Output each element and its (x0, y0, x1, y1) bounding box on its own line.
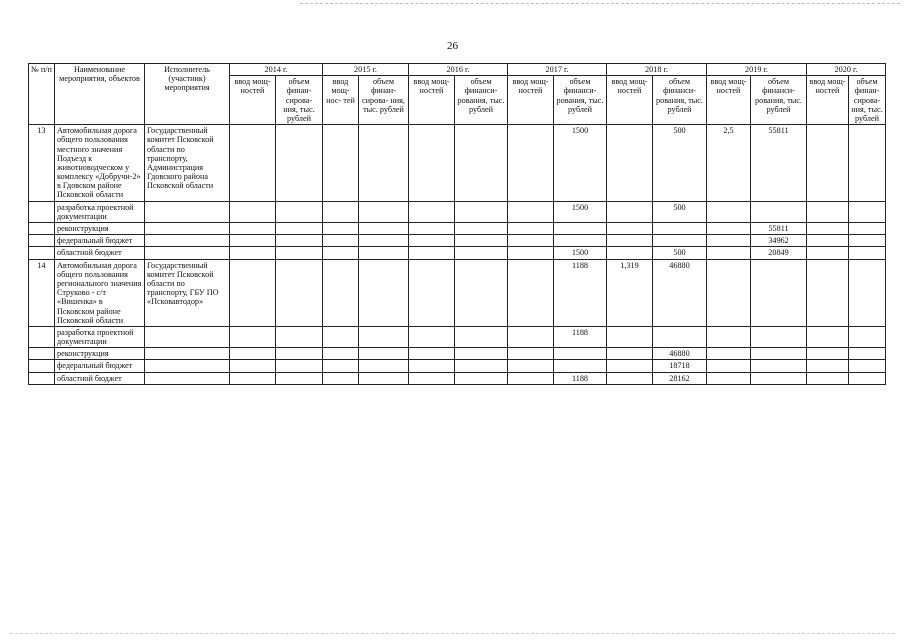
cell-funding (849, 360, 886, 372)
header-row-years (29, 64, 886, 76)
cell-funding (276, 360, 323, 372)
cell-funding (455, 360, 508, 372)
cell-funding (849, 125, 886, 202)
cell-capacity (508, 201, 554, 222)
cell-funding (653, 223, 707, 235)
header-funding: объем финан- сирова- ния, тыс. рублей (276, 76, 323, 125)
cell-funding (455, 223, 508, 235)
cell-num (29, 201, 55, 222)
cell-funding: 28162 (653, 372, 707, 384)
cell-funding (276, 326, 323, 347)
cell-funding (849, 235, 886, 247)
cell-funding (276, 348, 323, 360)
cell-executor (145, 360, 230, 372)
cell-capacity (409, 348, 455, 360)
cell-executor (145, 223, 230, 235)
cell-funding (359, 201, 409, 222)
cell-num (29, 326, 55, 347)
cell-capacity (707, 259, 751, 326)
table-row (29, 223, 886, 235)
cell-capacity (230, 326, 276, 347)
header-funding: объем финанси- рования, тыс. рублей (455, 76, 508, 125)
cell-funding (455, 259, 508, 326)
cell-capacity (707, 247, 751, 259)
cell-capacity (323, 348, 359, 360)
cell-funding (849, 223, 886, 235)
cell-name: областной бюджет (55, 372, 145, 384)
cell-capacity (607, 223, 653, 235)
header-num: № п/п (29, 64, 55, 125)
table-row-object (29, 125, 886, 202)
cell-funding (554, 360, 607, 372)
cell-funding (751, 326, 807, 347)
cell-capacity (409, 259, 455, 326)
cell-funding: 500 (653, 247, 707, 259)
cell-capacity (707, 235, 751, 247)
cell-capacity (323, 360, 359, 372)
cell-capacity (807, 348, 849, 360)
page-number: 26 (447, 40, 458, 52)
cell-funding (751, 201, 807, 222)
cell-funding: 46880 (653, 348, 707, 360)
cell-capacity (230, 360, 276, 372)
cell-capacity (508, 259, 554, 326)
cell-executor (145, 201, 230, 222)
cell-executor: Государственный комитет Псковской области по транспорту, Администрация Гдовского района Псковской области (145, 125, 230, 202)
cell-funding (455, 125, 508, 202)
cell-funding (276, 201, 323, 222)
cell-capacity (707, 348, 751, 360)
cell-capacity (807, 247, 849, 259)
cell-num (29, 348, 55, 360)
cell-capacity (807, 125, 849, 202)
cell-capacity (607, 201, 653, 222)
header-year: 2020 г. (807, 64, 886, 76)
cell-executor (145, 348, 230, 360)
header-funding: объем финан- сирова- ния, тыс. рублей (849, 76, 886, 125)
header-year: 2019 г. (707, 64, 807, 76)
cell-funding (359, 372, 409, 384)
header-funding: объем финанси- рования, тыс. рублей (751, 76, 807, 125)
table-row (29, 326, 886, 347)
cell-name: реконструкция (55, 223, 145, 235)
cell-funding (653, 326, 707, 347)
cell-capacity (323, 259, 359, 326)
cell-funding (849, 247, 886, 259)
cell-funding (276, 247, 323, 259)
cell-capacity (230, 372, 276, 384)
cell-funding (455, 326, 508, 347)
table-row-object (29, 259, 886, 326)
cell-capacity (607, 125, 653, 202)
cell-capacity (807, 235, 849, 247)
cell-capacity (508, 125, 554, 202)
header-name: Наименование мероприятия, объектов (55, 64, 145, 125)
cell-funding (276, 235, 323, 247)
cell-funding (849, 259, 886, 326)
cell-capacity (230, 201, 276, 222)
cell-executor (145, 247, 230, 259)
cell-capacity (508, 247, 554, 259)
header-year: 2018 г. (607, 64, 707, 76)
cell-num: 13 (29, 125, 55, 202)
cell-funding (359, 360, 409, 372)
header-year: 2016 г. (409, 64, 508, 76)
header-capacity: ввод мощ- ностей (409, 76, 455, 125)
table-row (29, 235, 886, 247)
cell-funding: 55811 (751, 125, 807, 202)
cell-num (29, 235, 55, 247)
header-capacity: ввод мощ- нос- тей (323, 76, 359, 125)
cell-capacity (230, 247, 276, 259)
cell-funding (455, 201, 508, 222)
cell-capacity: 2,5 (707, 125, 751, 202)
cell-funding: 1188 (554, 372, 607, 384)
header-executor: Исполнитель (участник) мероприятия (145, 64, 230, 125)
cell-funding: 20849 (751, 247, 807, 259)
cell-capacity (409, 201, 455, 222)
cell-funding: 500 (653, 125, 707, 202)
cell-funding (359, 326, 409, 347)
cell-capacity (508, 372, 554, 384)
cell-name: Автомобильная дорога общего пользования местного значения Подъезд к животноводческом у комплексу «Добручи-2» в Гдовском районе Псковской области (55, 125, 145, 202)
table-row (29, 247, 886, 259)
cell-funding (849, 201, 886, 222)
header-funding: объем финанси- рования, тыс. рублей (554, 76, 607, 125)
cell-funding (751, 259, 807, 326)
cell-funding: 1188 (554, 259, 607, 326)
cell-capacity (230, 348, 276, 360)
cell-funding (359, 247, 409, 259)
cell-funding (554, 235, 607, 247)
cell-capacity (607, 235, 653, 247)
cell-capacity (707, 326, 751, 347)
header-capacity: ввод мощ- ностей (707, 76, 751, 125)
cell-executor (145, 326, 230, 347)
table-row (29, 372, 886, 384)
cell-capacity (607, 247, 653, 259)
cell-funding (276, 125, 323, 202)
cell-capacity (230, 235, 276, 247)
header-capacity: ввод мощ- ностей (607, 76, 653, 125)
cell-funding: 1500 (554, 201, 607, 222)
cell-name: областной бюджет (55, 247, 145, 259)
table-row (29, 201, 886, 222)
cell-funding: 1500 (554, 125, 607, 202)
cell-capacity (707, 223, 751, 235)
cell-funding (455, 235, 508, 247)
cell-capacity (323, 326, 359, 347)
cell-capacity (807, 201, 849, 222)
cell-capacity (409, 235, 455, 247)
header-funding: объем финан- сирова- ния, тыс. рублей (359, 76, 409, 125)
cell-capacity (807, 372, 849, 384)
cell-name: разработка проектной документации (55, 326, 145, 347)
cell-funding: 1188 (554, 326, 607, 347)
cell-capacity (409, 326, 455, 347)
header-capacity: ввод мощ- ностей (508, 76, 554, 125)
cell-funding: 500 (653, 201, 707, 222)
header-funding: объем финанси- рования, тыс. рублей (653, 76, 707, 125)
cell-capacity (230, 223, 276, 235)
cell-funding (276, 259, 323, 326)
cell-capacity (230, 125, 276, 202)
header-capacity: ввод мощ- ностей (230, 76, 276, 125)
cell-capacity (607, 326, 653, 347)
cell-capacity (508, 360, 554, 372)
cell-funding (554, 223, 607, 235)
cell-funding (751, 372, 807, 384)
cell-capacity (409, 223, 455, 235)
cell-funding (359, 259, 409, 326)
cell-executor (145, 235, 230, 247)
cell-capacity (323, 125, 359, 202)
cell-capacity (807, 223, 849, 235)
table-row (29, 360, 886, 372)
cell-capacity (508, 235, 554, 247)
cell-capacity (508, 348, 554, 360)
cell-num: 14 (29, 259, 55, 326)
cell-capacity (323, 235, 359, 247)
cell-num (29, 360, 55, 372)
cell-capacity (508, 223, 554, 235)
cell-funding (849, 372, 886, 384)
header-year: 2017 г. (508, 64, 607, 76)
cell-funding (455, 348, 508, 360)
cell-funding (359, 235, 409, 247)
cell-funding (455, 372, 508, 384)
cell-funding (276, 372, 323, 384)
cell-capacity (409, 125, 455, 202)
cell-capacity: 1,319 (607, 259, 653, 326)
cell-capacity (607, 360, 653, 372)
header-year: 2014 г. (230, 64, 323, 76)
cell-num (29, 372, 55, 384)
cell-capacity (807, 326, 849, 347)
cell-capacity (807, 259, 849, 326)
cell-funding (455, 247, 508, 259)
cell-funding: 1500 (554, 247, 607, 259)
cell-funding (751, 348, 807, 360)
cell-capacity (323, 372, 359, 384)
cell-funding (359, 125, 409, 202)
cell-name: разработка проектной документации (55, 201, 145, 222)
header-year: 2015 г. (323, 64, 409, 76)
cell-funding: 34962 (751, 235, 807, 247)
cell-capacity (409, 247, 455, 259)
cell-funding (751, 360, 807, 372)
scan-artifact-bottom (10, 633, 895, 634)
cell-funding (849, 326, 886, 347)
cell-capacity (230, 259, 276, 326)
cell-capacity (409, 360, 455, 372)
cell-capacity (707, 360, 751, 372)
cell-name: реконструкция (55, 348, 145, 360)
cell-name: федеральный бюджет (55, 235, 145, 247)
cell-name: Автомобильная дорога общего пользования регионального значения Струково - с/т «Вишенка» в Псковском районе Псковской области (55, 259, 145, 326)
cell-funding (849, 348, 886, 360)
cell-capacity (323, 223, 359, 235)
cell-funding: 18718 (653, 360, 707, 372)
cell-num (29, 247, 55, 259)
cell-capacity (707, 201, 751, 222)
cell-capacity (409, 372, 455, 384)
cell-executor (145, 372, 230, 384)
cell-name: федеральный бюджет (55, 360, 145, 372)
cell-funding (359, 223, 409, 235)
cell-capacity (323, 247, 359, 259)
cell-funding (554, 348, 607, 360)
cell-capacity (323, 201, 359, 222)
cell-num (29, 223, 55, 235)
header-capacity: ввод мощ- ностей (807, 76, 849, 125)
budget-table (28, 63, 886, 385)
scan-artifact-top (300, 3, 900, 4)
cell-funding: 55811 (751, 223, 807, 235)
cell-capacity (707, 372, 751, 384)
cell-funding: 46880 (653, 259, 707, 326)
cell-funding (359, 348, 409, 360)
cell-funding (653, 235, 707, 247)
cell-capacity (607, 348, 653, 360)
cell-executor: Государственный комитет Псковской области по транспорту, ГБУ ПО «Псковавтодор» (145, 259, 230, 326)
table-row (29, 348, 886, 360)
cell-capacity (807, 360, 849, 372)
cell-capacity (607, 372, 653, 384)
cell-capacity (508, 326, 554, 347)
cell-funding (276, 223, 323, 235)
